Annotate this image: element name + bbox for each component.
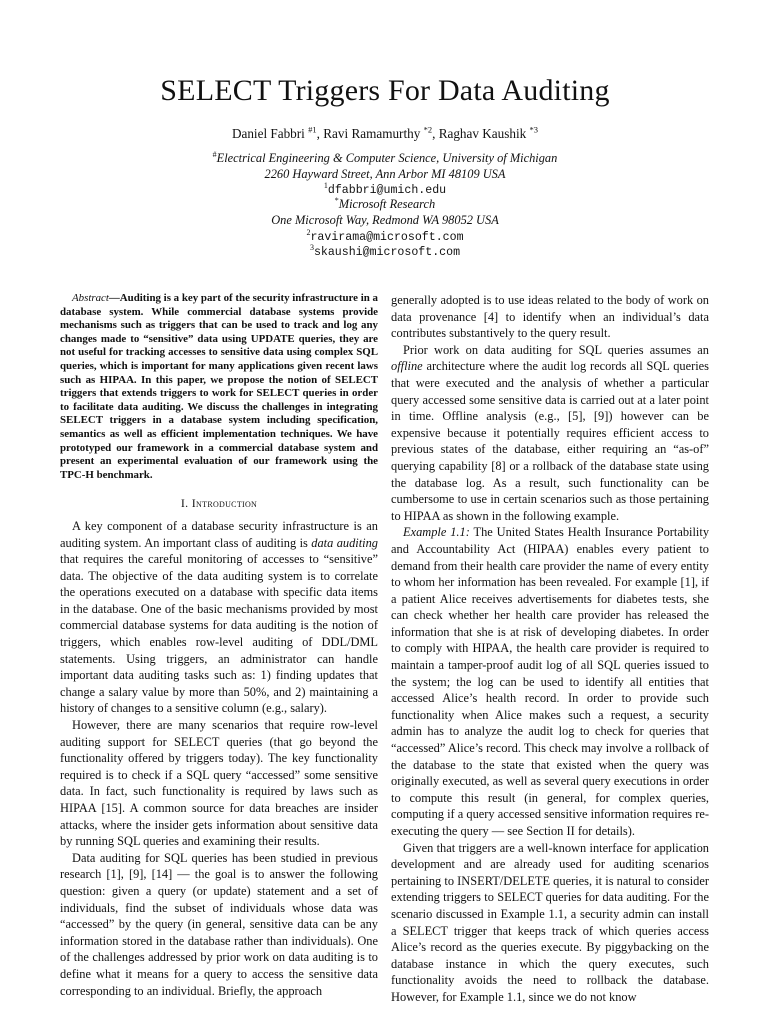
author-name: Raghav Kaushik [438, 126, 527, 141]
affiliation-address [0, 166, 770, 182]
address-text: 2260 Hayward Street, Ann Arbor MI 48109 USA [264, 167, 506, 181]
affiliation-dept: Electrical Engineering & Computer Science, University of Michigan [216, 151, 558, 165]
abstract [60, 292, 378, 482]
email-address: ravirama@microsoft.com [310, 231, 464, 244]
paragraph: generally adopted is to use ideas related to the body of work on data provenance [4] to identify when an individual’s data contributes substantively to the query result. [391, 293, 709, 341]
email-mark: 1 [323, 180, 328, 190]
left-column [60, 292, 378, 999]
example-label: Example 1.1: [403, 525, 470, 540]
author-mark: *2 [423, 124, 433, 135]
email-mark: 3 [309, 242, 314, 252]
paragraph-emphasis: offline [391, 359, 423, 374]
affiliation-umich [0, 150, 770, 166]
author-name: Ravi Ramamurthy [323, 126, 421, 141]
paragraph: Data auditing for SQL queries has been studied in previous research [1], [9], [14] — the goal is to answer the following question: given a query (or update) statement and a set of individuals, find the subset of individuals whose data was “accessed” by the query (in general, sensitive data can be any information stored in the database rather than individuals). One of the challenges addressed by prior work on data auditing is to define what it means for a query to access the sensitive data corresponding to an individual. Briefly, the approach [60, 850, 378, 998]
email-address: skaushi@microsoft.com [313, 246, 461, 259]
paper-title: SELECT Triggers For Data Auditing [160, 74, 610, 107]
affiliation-mark: * [334, 195, 339, 205]
affiliation-mark: # [212, 149, 217, 159]
affiliation-address [0, 212, 770, 228]
paragraph-text: architecture where the audit log records all SQL queries that were executed and the analysis of whether a particular query accessed some sensitive data is carried out at a later point in time. Offline analysis (e.g., [5], [9]) however can be expensive because it potentially requires efficient access to previous states of the database, either requiring an “as-of” querying capability [8] or a rollback of the database state using the database log. As a result, such functionality can be cumbersome to use in certain scenarios such as those pertaining to HIPAA as shown in the following example. [391, 359, 709, 523]
author-line: Daniel Fabbri $^{\#1}$, Ravi Ramamurthy $^{*2}$, Raghav Kaushik $^{*3}$ [231, 124, 539, 141]
paragraph [391, 342, 709, 525]
author-mark: *3 [529, 124, 539, 135]
paragraph-text: A key component of a database security infrastructure is an auditing system. An important class of auditing is [60, 518, 378, 550]
paragraph [60, 518, 378, 717]
author-mark: #1 [308, 124, 317, 135]
affiliation-name: Microsoft Research [338, 197, 436, 211]
paragraph: However, there are many scenarios that require row-level auditing support for SELECT queries (that go beyond the functionality offered by triggers today). The key functionality required is to check if a SQL query “accessed” some sensitive data. In fact, such functionality is required by laws such as HIPAA [15]. A common source for data breaches are insider attacks, where the insider gets information about sensitive data by running SQL queries and examining their results. [60, 718, 378, 849]
affiliation-microsoft [0, 196, 770, 212]
section-heading: I. Introduction [180, 496, 258, 511]
paragraph-text: that requires the careful monitoring of accesses to “sensitive” data. The objective of the data auditing system is to correlate the operations executed on a database with specific data items in the database. One of the basic mechanisms provided by most commercial database systems for data auditing is the notion of triggers, which enables row-level auditing of DDL/DML statements. Using triggers, an administrator can handle important data auditing tasks such as: 1) finding updates that change a salary value by more than 50%, and 2) maintaining a history of changes to a sensitive column (e.g., salary). [60, 552, 378, 716]
paragraph: Given that triggers are a well-known interface for application development and are already used for auditing scenarios pertaining to INSERT/DELETE queries, it is natural to consider extending triggers to SELECT queries for data auditing. For the scenario discussed in Example 1.1, a security admin can install a SELECT trigger that keeps track of which queries access Alice’s record as the queries execute. By piggybacking on the database instance in which the query executes, such functionality avoids the need to rollback the database. However, for Example 1.1, since we do not know [391, 840, 709, 1004]
right-column [391, 292, 709, 1006]
email-address: dfabbri@umich.edu [327, 184, 447, 197]
email-mark: 2 [306, 227, 311, 237]
abstract-lead: Abstract [72, 292, 109, 304]
paragraph-emphasis: data auditing [311, 535, 378, 550]
example-paragraph [391, 524, 709, 839]
address-text: One Microsoft Way, Redmond WA 98052 USA [271, 213, 499, 227]
paragraph-text: The United States Health Insurance Portability and Accountability Act (HIPAA) enables every patient to demand from their health care provider the name of every entity to whom her information has been revealed. For example [1], if a patient Alice receives advertisements for diabetes tests, she can check whether her health care provider has released the information that she is at risk of developing diabetes. In order to comply with HIPAA, the health care provider is required to maintain a tamper-proof audit log of all SQL queries issued to the system; the log can be used to identify all entities that accessed Alice’s health record. In order to provide such functionality when Alice makes such a request, a security admin has to analyze the audit log to check for queries that “accessed” Alice’s record. This check may involve a rollback of the database to the state that existed when the query was originally executed, as well as several query executions in order to compute this result (in general, for complex queries, computing if a query accessed sensitive information requires re-executing the query — see Section II for details). [391, 525, 710, 838]
author-name: Daniel Fabbri [231, 126, 305, 141]
paragraph-text: Prior work on data auditing for SQL queries assumes an [403, 342, 709, 357]
email-line [0, 243, 770, 261]
abstract-body: —Auditing is a key part of the security infrastructure in a database system. While commercial database systems provide mechanisms such as triggers that can be used to track and log any changes made to “sensitive” data using UPDATE queries, they are not useful for tracking accesses to sensitive data using complex SQL queries, which is important for many applications given recent laws such as HIPAA. In this paper, we propose the notion of SELECT triggers that extends triggers to work for SELECT queries in order to facilitate data auditing. We discuss the challenges in integrating SELECT triggers in a database system including specification, semantics as well as efficient implementation techniques. We have prototyped our framework in a commercial database system and present an experimental evaluation of our framework using the TPC-H benchmark. [60, 292, 378, 481]
